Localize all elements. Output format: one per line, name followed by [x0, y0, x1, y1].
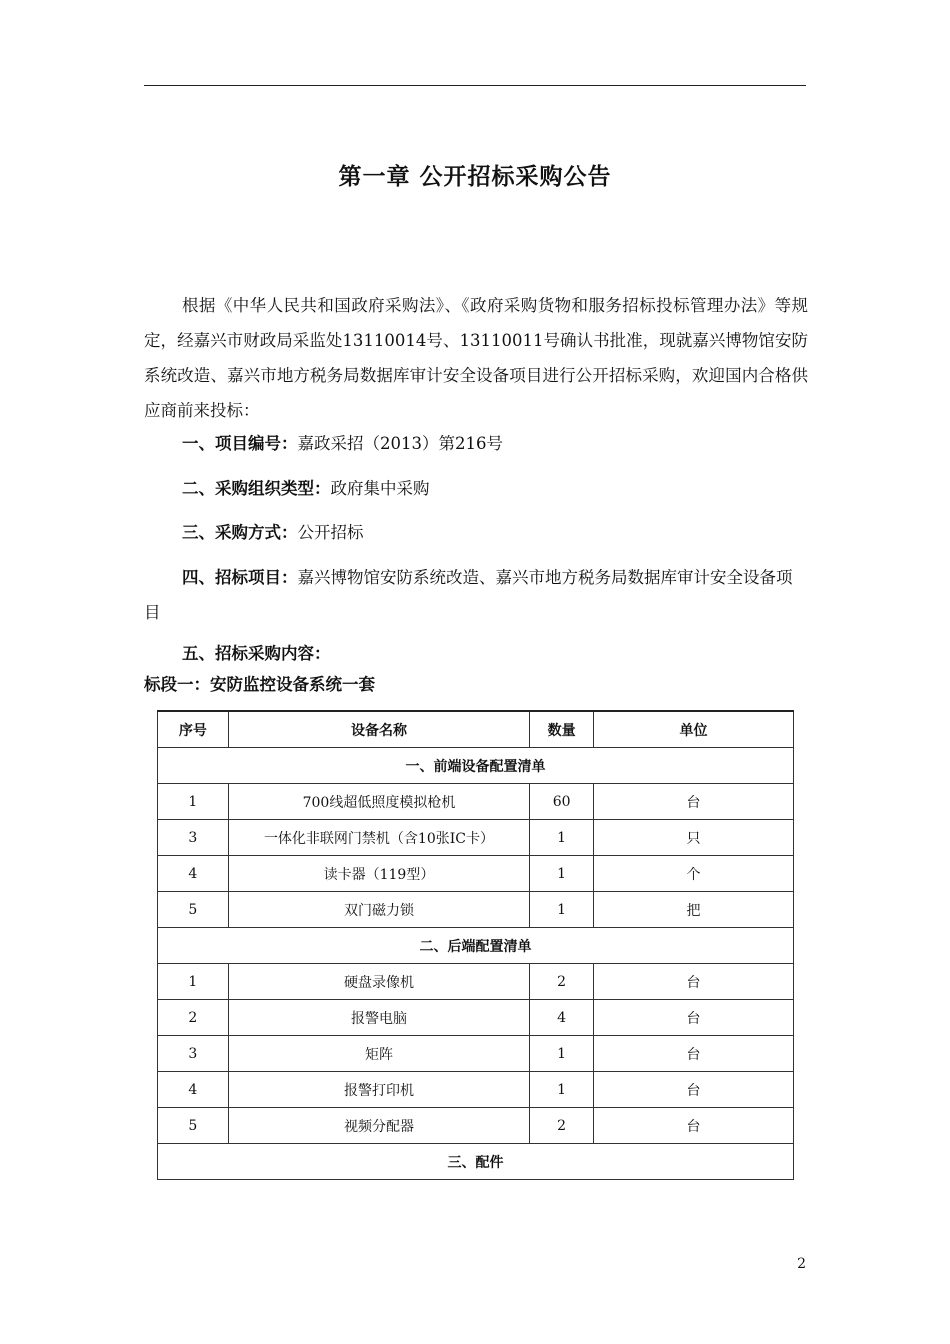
cell-qty: 2: [530, 964, 594, 1000]
group-row: [158, 748, 794, 784]
table-row: [158, 1036, 794, 1072]
cell-unit: 台: [594, 784, 794, 820]
cell-qty: 2: [530, 1108, 594, 1144]
cell-unit: 台: [594, 1036, 794, 1072]
section-heading: 标段一：安防监控设备系统一套: [144, 675, 375, 694]
group-title: 三、配件: [158, 1144, 794, 1180]
header-cell: 单位: [594, 711, 794, 748]
cell-qty: 4: [530, 1000, 594, 1036]
table-row: [158, 1108, 794, 1144]
cell-name: 报警电脑: [228, 1000, 530, 1036]
item-label: 五、招标采购内容：: [182, 644, 331, 663]
group-row: [158, 928, 794, 964]
group-title: 一、前端设备配置清单: [158, 748, 794, 784]
table-row: [158, 1000, 794, 1036]
cell-index: 3: [158, 1036, 229, 1072]
cell-index: 1: [158, 964, 229, 1000]
item-label: 一、项目编号：: [182, 434, 298, 453]
item-value: 嘉兴博物馆安防系统改造、嘉兴市地方税务局数据库审计安全设备项目: [144, 568, 793, 622]
cell-qty: 60: [530, 784, 594, 820]
cell-index: 4: [158, 1072, 229, 1108]
page-number: 2: [797, 1256, 806, 1272]
cell-unit: 把: [594, 892, 794, 928]
item-project-number: [144, 426, 808, 461]
equipment-table: [157, 710, 794, 1180]
cell-name: 一体化非联网门禁机（含10张IC卡）: [228, 820, 530, 856]
intro-paragraph: 根据《中华人民共和国政府采购法》、《政府采购货物和服务招标投标管理办法》等规定，经嘉兴市财政局采监处13110014号、13110011号确认书批准，现就嘉兴博物馆安防系统改造、嘉兴市地方税务局数据库审计安全设备项目进行公开招标采购，欢迎国内合格供应商前来投标：: [144, 296, 808, 420]
cell-index: 2: [158, 1000, 229, 1036]
cell-unit: 台: [594, 964, 794, 1000]
table-row: [158, 856, 794, 892]
cell-qty: 1: [530, 1036, 594, 1072]
cell-unit: 台: [594, 1072, 794, 1108]
cell-index: 5: [158, 892, 229, 928]
item-procurement-content: [144, 636, 808, 671]
item-label: 四、招标项目：: [182, 568, 298, 587]
table-row: [158, 784, 794, 820]
item-label: 三、采购方式：: [182, 523, 298, 542]
table-row: [158, 892, 794, 928]
cell-unit: 个: [594, 856, 794, 892]
item-label: 二、采购组织类型：: [182, 479, 331, 498]
item-tender-project: [144, 560, 808, 630]
cell-qty: 1: [530, 820, 594, 856]
table-row: [158, 1072, 794, 1108]
cell-qty: 1: [530, 856, 594, 892]
cell-name: 硬盘录像机: [228, 964, 530, 1000]
group-title: 二、后端配置清单: [158, 928, 794, 964]
cell-name: 700线超低照度模拟枪机: [228, 784, 530, 820]
cell-qty: 1: [530, 892, 594, 928]
item-value: 政府集中采购: [330, 479, 430, 498]
header-cell: 数量: [530, 711, 594, 748]
cell-name: 读卡器（119型）: [228, 856, 530, 892]
item-value: 公开招标: [297, 523, 364, 542]
cell-unit: 台: [594, 1000, 794, 1036]
cell-qty: 1: [530, 1072, 594, 1108]
cell-name: 报警打印机: [228, 1072, 530, 1108]
table-header-row: [158, 711, 794, 748]
item-procurement-method: [144, 515, 808, 550]
table-row: [158, 964, 794, 1000]
cell-unit: 只: [594, 820, 794, 856]
cell-index: 3: [158, 820, 229, 856]
cell-index: 5: [158, 1108, 229, 1144]
table-row: [158, 820, 794, 856]
item-value: 嘉政采招（2013）第216号: [297, 434, 503, 453]
cell-name: 双门磁力锁: [228, 892, 530, 928]
group-row: [158, 1144, 794, 1180]
cell-name: 矩阵: [228, 1036, 530, 1072]
cell-unit: 台: [594, 1108, 794, 1144]
item-procurement-type: [144, 471, 808, 506]
cell-name: 视频分配器: [228, 1108, 530, 1144]
header-rule: [144, 85, 806, 86]
cell-index: 1: [158, 784, 229, 820]
chapter-title: 第一章 公开招标采购公告: [338, 164, 612, 190]
header-cell: 设备名称: [228, 711, 530, 748]
header-cell: 序号: [158, 711, 229, 748]
cell-index: 4: [158, 856, 229, 892]
